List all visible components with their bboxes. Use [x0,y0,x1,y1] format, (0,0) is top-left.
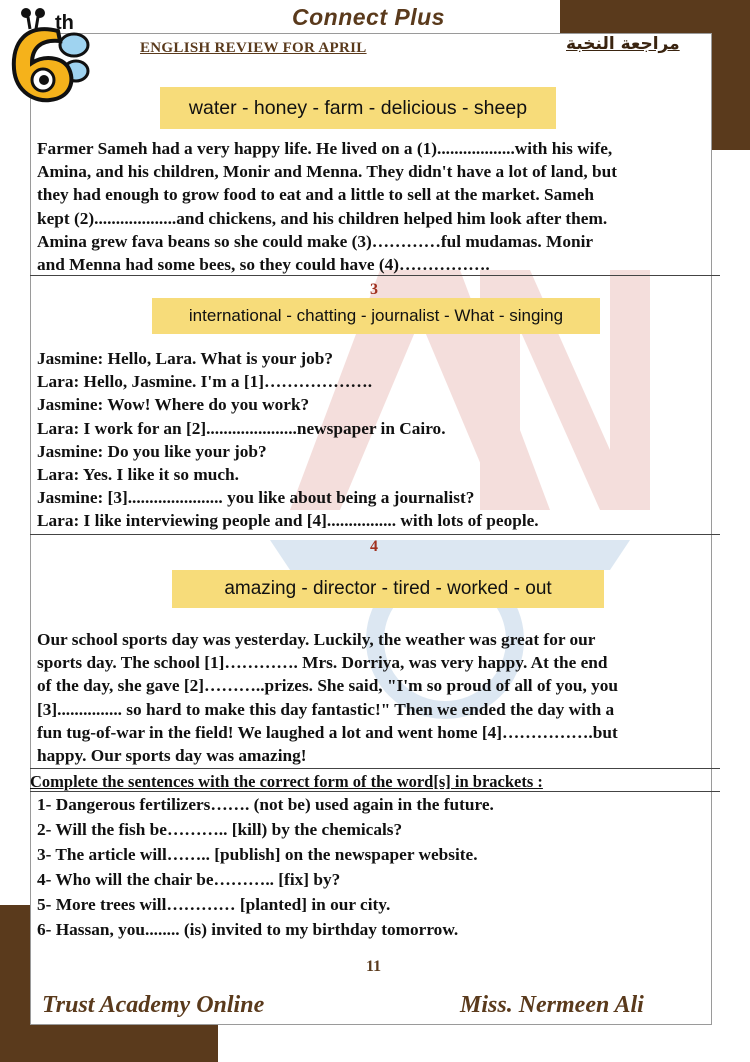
footer-teacher: Miss. Nermeen Ali [460,992,644,1018]
passage-line: Amina grew fava beans so she could make (3)…………ful mudamas. Monir [37,231,594,251]
passage-line: kept (2)...................and chickens, and his children helped him look after them. [37,208,608,228]
passage-line: of the day, she gave [2]………..prizes. She said, "I'm so proud of all of you, you [37,676,619,696]
dialogue-line: Lara: I work for an [2].....................newspaper in Cairo. [37,418,446,438]
passage-sports-day [37,628,618,767]
corner-decoration-right [712,0,750,150]
divider [30,534,720,535]
dialogue-journalist [37,347,539,533]
sentence-item: 1- Dangerous fertilizers……. (not be) used again in the future. [37,795,494,814]
grade-suffix: th [55,12,74,34]
sentence-item: 5- More trees will………… [planted] in our city. [37,895,391,914]
passage-line: they had enough to grow food to eat and a little to sell at the market. Sameh [37,185,594,205]
corner-decoration-bottom [0,1025,218,1062]
section-number: 3 [370,281,378,298]
arabic-title: مراجعة النخبة [566,34,680,54]
word-bank-2: international - chatting - journalist - What - singing [152,298,600,334]
dialogue-line: Jasmine: Do you like your job? [37,441,267,461]
page-number: 11 [366,958,382,975]
divider [30,768,720,769]
passage-line: fun tug-of-war in the field! We laughed a lot and went home [4]…………….but [37,722,618,742]
sentence-list [37,792,494,942]
passage-line: and Menna had some bees, so they could have (4)……………. [37,255,490,275]
passage-line: happy. Our sports day was amazing! [37,746,307,766]
section-number: 4 [370,538,378,555]
passage-line: sports day. The school [1]…………. Mrs. Dorriya, was very happy. At the end [37,653,608,673]
dialogue-line: Jasmine: [3]...................... you like about being a journalist? [37,488,475,508]
word-bank-3: amazing - director - tired - worked - out [172,570,604,608]
sentence-item: 4- Who will the chair be……….. [fix] by? [37,870,341,889]
sentence-item: 2- Will the fish be……….. [kill) by the chemicals? [37,820,403,839]
passage-line: Farmer Sameh had a very happy life. He lived on a (1)..................with his wife, [37,139,613,158]
passage-line: Our school sports day was yesterday. Luckily, the weather was great for our [37,630,596,649]
passage-line: Amina, and his children, Monir and Menna. They didn't have a lot of land, but [37,162,618,182]
sentence-item: 6- Hassan, you........ (is) invited to my birthday tomorrow. [37,920,459,939]
sentence-item: 3- The article will…….. [publish] on the newspaper website. [37,845,478,864]
bee-mascot-icon [6,3,90,103]
passage-line: [3]............... so hard to make this day fantastic!" Then we ended the day with a [37,699,615,719]
dialogue-line: Lara: Hello, Jasmine. I'm a [1]………………. [37,372,373,392]
grade-badge [6,3,90,103]
dialogue-line: Jasmine: Wow! Where do you work? [37,395,310,415]
word-bank-1: water - honey - farm - delicious - sheep [160,87,556,129]
footer-academy: Trust Academy Online [42,992,265,1018]
dialogue-line: Jasmine: Hello, Lara. What is your job? [37,349,334,368]
divider [30,275,720,276]
passage-farm [37,137,617,276]
review-title: ENGLISH REVIEW FOR APRIL [140,40,367,56]
dialogue-line: Lara: Yes. I like it so much. [37,465,239,485]
dialogue-line: Lara: I like interviewing people and [4]................ with lots of people. [37,511,539,531]
instruction-heading: Complete the sentences with the correct form of the word[s] in brackets : [30,772,543,791]
brand-title: Connect Plus [292,4,445,30]
